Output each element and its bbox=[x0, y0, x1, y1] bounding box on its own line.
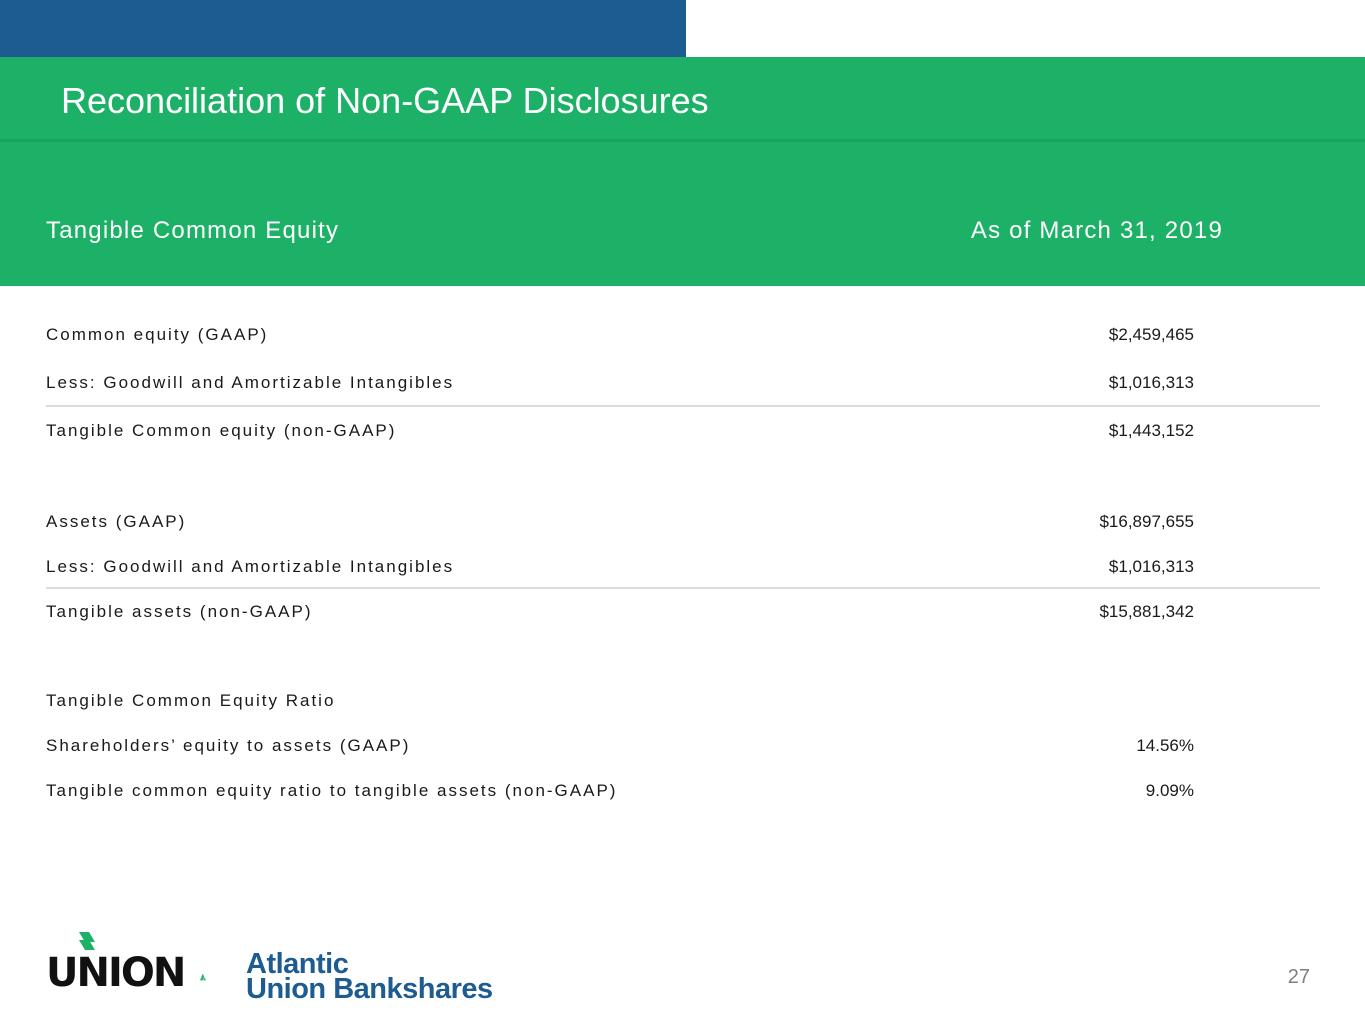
table-row bbox=[46, 421, 1194, 445]
table-row bbox=[46, 557, 1194, 581]
row-value: 9.09% bbox=[1145, 781, 1194, 800]
svg-text:UNION: UNION bbox=[46, 950, 185, 992]
row-label: Less: Goodwill and Amortizable Intangibles bbox=[46, 373, 455, 392]
row-label: Assets (GAAP) bbox=[46, 512, 187, 531]
table-row bbox=[46, 373, 1194, 397]
section-heading-row bbox=[46, 691, 1194, 715]
subtotal-divider bbox=[46, 587, 1320, 589]
column-header-left: Tangible Common Equity bbox=[46, 217, 340, 244]
table-row bbox=[46, 736, 1194, 760]
page-number: 27 bbox=[1287, 966, 1310, 988]
row-value: 14.56% bbox=[1136, 736, 1194, 755]
row-label: Shareholders’ equity to assets (GAAP) bbox=[46, 736, 411, 755]
row-value: $1,016,313 bbox=[1108, 557, 1194, 576]
logo-wordmark-line2: Union Bankshares bbox=[246, 973, 493, 1005]
top-accent-bar bbox=[0, 0, 686, 57]
row-value: $15,881,342 bbox=[1099, 602, 1194, 621]
table-row bbox=[46, 325, 1194, 349]
row-label: Tangible Common equity (non-GAAP) bbox=[46, 421, 397, 440]
atlantic-union-logo-mark bbox=[200, 948, 246, 1006]
union-logo bbox=[46, 932, 186, 992]
row-value: $16,897,655 bbox=[1099, 512, 1194, 531]
column-header-right: As of March 31, 2019 bbox=[970, 217, 1223, 244]
table-row bbox=[46, 512, 1194, 536]
row-label: Tangible assets (non-GAAP) bbox=[46, 602, 313, 621]
header-divider bbox=[0, 139, 1365, 142]
page-title: Reconciliation of Non-GAAP Disclosures bbox=[61, 80, 709, 121]
row-label: Less: Goodwill and Amortizable Intangibles bbox=[46, 557, 455, 576]
table-row bbox=[46, 781, 1194, 805]
logo-wordmark-line1: Atlantic bbox=[246, 948, 349, 980]
table-row bbox=[46, 602, 1194, 626]
row-value: $1,016,313 bbox=[1108, 373, 1194, 392]
row-label: Tangible common equity ratio to tangible assets (non-GAAP) bbox=[46, 781, 618, 800]
section-heading: Tangible Common Equity Ratio bbox=[46, 691, 336, 710]
row-value: $1,443,152 bbox=[1108, 421, 1194, 440]
row-label: Common equity (GAAP) bbox=[46, 325, 269, 344]
row-value: $2,459,465 bbox=[1108, 325, 1194, 344]
subtotal-divider bbox=[46, 405, 1320, 407]
